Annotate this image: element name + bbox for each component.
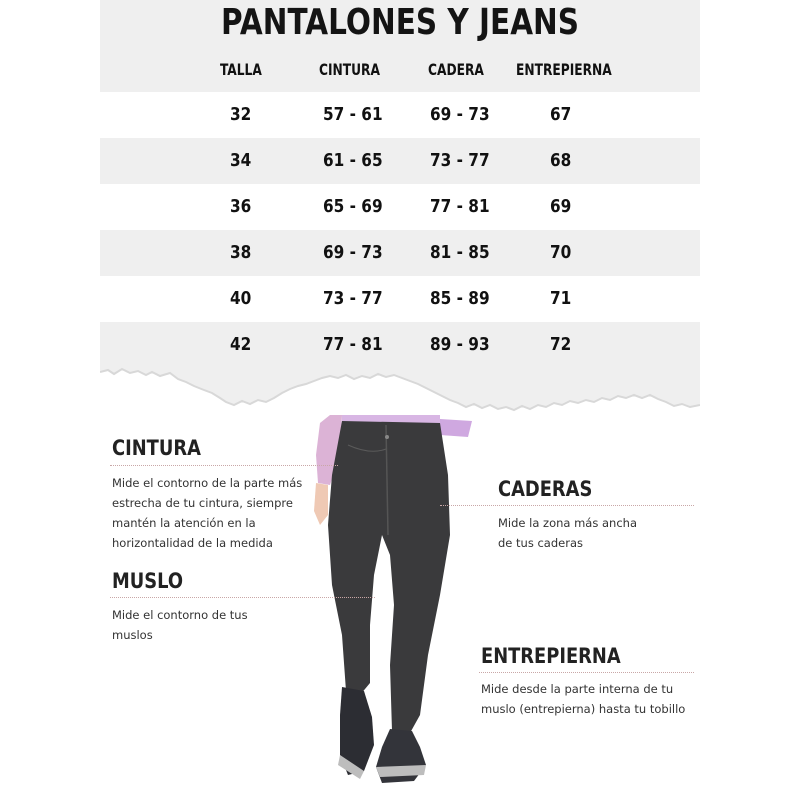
table-row xyxy=(100,276,700,322)
cell-entrepierna: 68 xyxy=(550,150,572,171)
section-title-caderas: CADERAS xyxy=(498,477,593,501)
divider xyxy=(110,597,375,598)
table-row xyxy=(100,138,700,184)
divider xyxy=(479,672,694,673)
cell-talla: 36 xyxy=(230,196,252,217)
table-row xyxy=(100,92,700,138)
table-row xyxy=(100,230,700,276)
column-header-talla: TALLA xyxy=(220,60,262,79)
cintura-description-line: mantén la atención en la xyxy=(112,516,256,530)
cell-talla: 32 xyxy=(230,104,252,125)
muslo-description-line: Mide el contorno de tus xyxy=(112,608,248,622)
section-title-entrepierna: ENTREPIERNA xyxy=(481,644,621,668)
cell-entrepierna: 72 xyxy=(550,334,572,355)
cell-talla: 34 xyxy=(230,150,252,171)
entrepierna-description-line: muslo (entrepierna) hasta tu tobillo xyxy=(481,702,686,716)
entrepierna-description-line: Mide desde la parte interna de tu xyxy=(481,682,674,696)
model-figure xyxy=(290,415,480,800)
cell-entrepierna: 71 xyxy=(550,288,572,309)
cell-cadera: 69 - 73 xyxy=(430,104,490,125)
cell-talla: 42 xyxy=(230,334,252,355)
cell-cintura: 65 - 69 xyxy=(323,196,383,217)
column-header-cintura: CINTURA xyxy=(319,60,380,79)
cell-entrepierna: 69 xyxy=(550,196,572,217)
column-header-cadera: CADERA xyxy=(428,60,484,79)
table-row xyxy=(100,184,700,230)
cintura-description-line: horizontalidad de la medida xyxy=(112,536,273,550)
cell-entrepierna: 70 xyxy=(550,242,572,263)
cell-cintura: 77 - 81 xyxy=(323,334,383,355)
cell-cadera: 77 - 81 xyxy=(430,196,490,217)
caderas-description-line: Mide la zona más ancha xyxy=(498,516,637,530)
cintura-description-line: Mide el contorno de la parte más xyxy=(112,476,303,490)
cell-cintura: 73 - 77 xyxy=(323,288,383,309)
cell-talla: 40 xyxy=(230,288,252,309)
cell-cadera: 85 - 89 xyxy=(430,288,490,309)
divider xyxy=(110,465,338,466)
section-title-cintura: CINTURA xyxy=(112,436,201,460)
cell-cintura: 57 - 61 xyxy=(323,104,383,125)
column-header-entrepierna: ENTREPIERNA xyxy=(516,60,612,79)
cell-cadera: 73 - 77 xyxy=(430,150,490,171)
cell-talla: 38 xyxy=(230,242,252,263)
divider xyxy=(440,505,694,506)
cell-cadera: 81 - 85 xyxy=(430,242,490,263)
cintura-description-line: estrecha de tu cintura, siempre xyxy=(112,496,293,510)
cell-cintura: 61 - 65 xyxy=(323,150,383,171)
section-title-muslo: MUSLO xyxy=(112,569,184,593)
page-title: PANTALONES Y JEANS xyxy=(220,2,580,43)
cell-entrepierna: 67 xyxy=(550,104,572,125)
caderas-description-line: de tus caderas xyxy=(498,536,583,550)
muslo-description-line: muslos xyxy=(112,628,153,642)
cell-cadera: 89 - 93 xyxy=(430,334,490,355)
cell-cintura: 69 - 73 xyxy=(323,242,383,263)
